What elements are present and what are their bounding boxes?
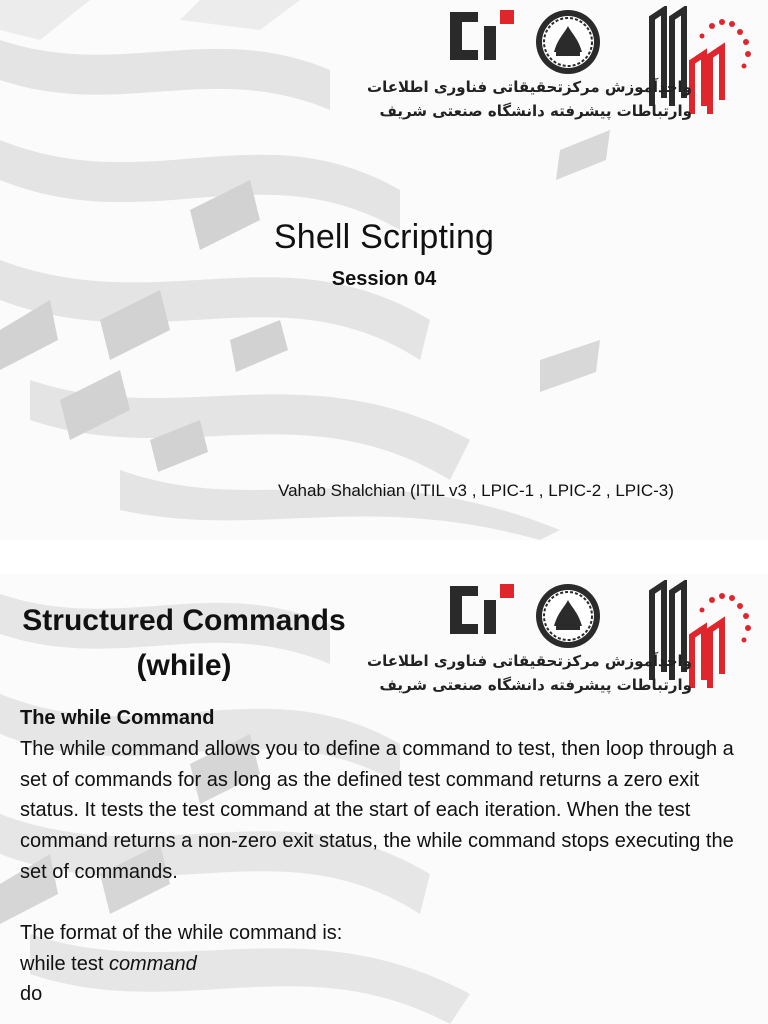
sharif-brand-icon [642, 6, 754, 116]
sharif-brand-icon [642, 580, 754, 690]
logo-caption-line-2: وارتباطات پیشرفته دانشگاه صنعتی شریف [379, 676, 692, 694]
session-label: Session 04 [331, 268, 437, 290]
syntax-line [20, 949, 750, 980]
author-credit: Vahab Shalchian (ITIL v3 , LPIC-1 , LPIC-2 , LPIC-3) [278, 481, 674, 500]
logo-caption-line-2: وارتباطات پیشرفته دانشگاه صنعتی شریف [379, 102, 692, 120]
paragraph-spacer [20, 888, 750, 918]
university-seal-icon [534, 582, 602, 650]
logo-caption-line-1: واحدآموزش مرکزتحقیقاتی فناوری اطلاعات [367, 78, 692, 96]
section-heading: The while Command [20, 707, 215, 729]
body-paragraph: The while command allows you to define a command to test, then loop through a set of commands for as long as the defined test command returns a zero exit status. It tests the test command at the start of each iteration. When the test command returns a non-zero exit status, the while command stops executing the set of commands. [20, 737, 734, 883]
slide-title: Shell Scripting [273, 218, 495, 256]
logo-group [367, 580, 752, 698]
syntax-placeholder: command [108, 952, 197, 975]
logo-group [367, 6, 752, 124]
ci-logo-icon [446, 8, 516, 64]
format-intro: The format of the while command is: [20, 921, 343, 944]
university-seal-icon [534, 8, 602, 76]
syntax-keyword: while test [20, 952, 109, 975]
syntax-do-line: do [20, 983, 43, 1006]
slide-body [20, 703, 750, 1010]
slide-title: Structured Commands (while) [22, 604, 346, 682]
slide-separator [0, 540, 768, 574]
ci-logo-icon [446, 582, 516, 638]
logo-caption-line-1: واحدآموزش مرکزتحقیقاتی فناوری اطلاعات [367, 652, 692, 670]
